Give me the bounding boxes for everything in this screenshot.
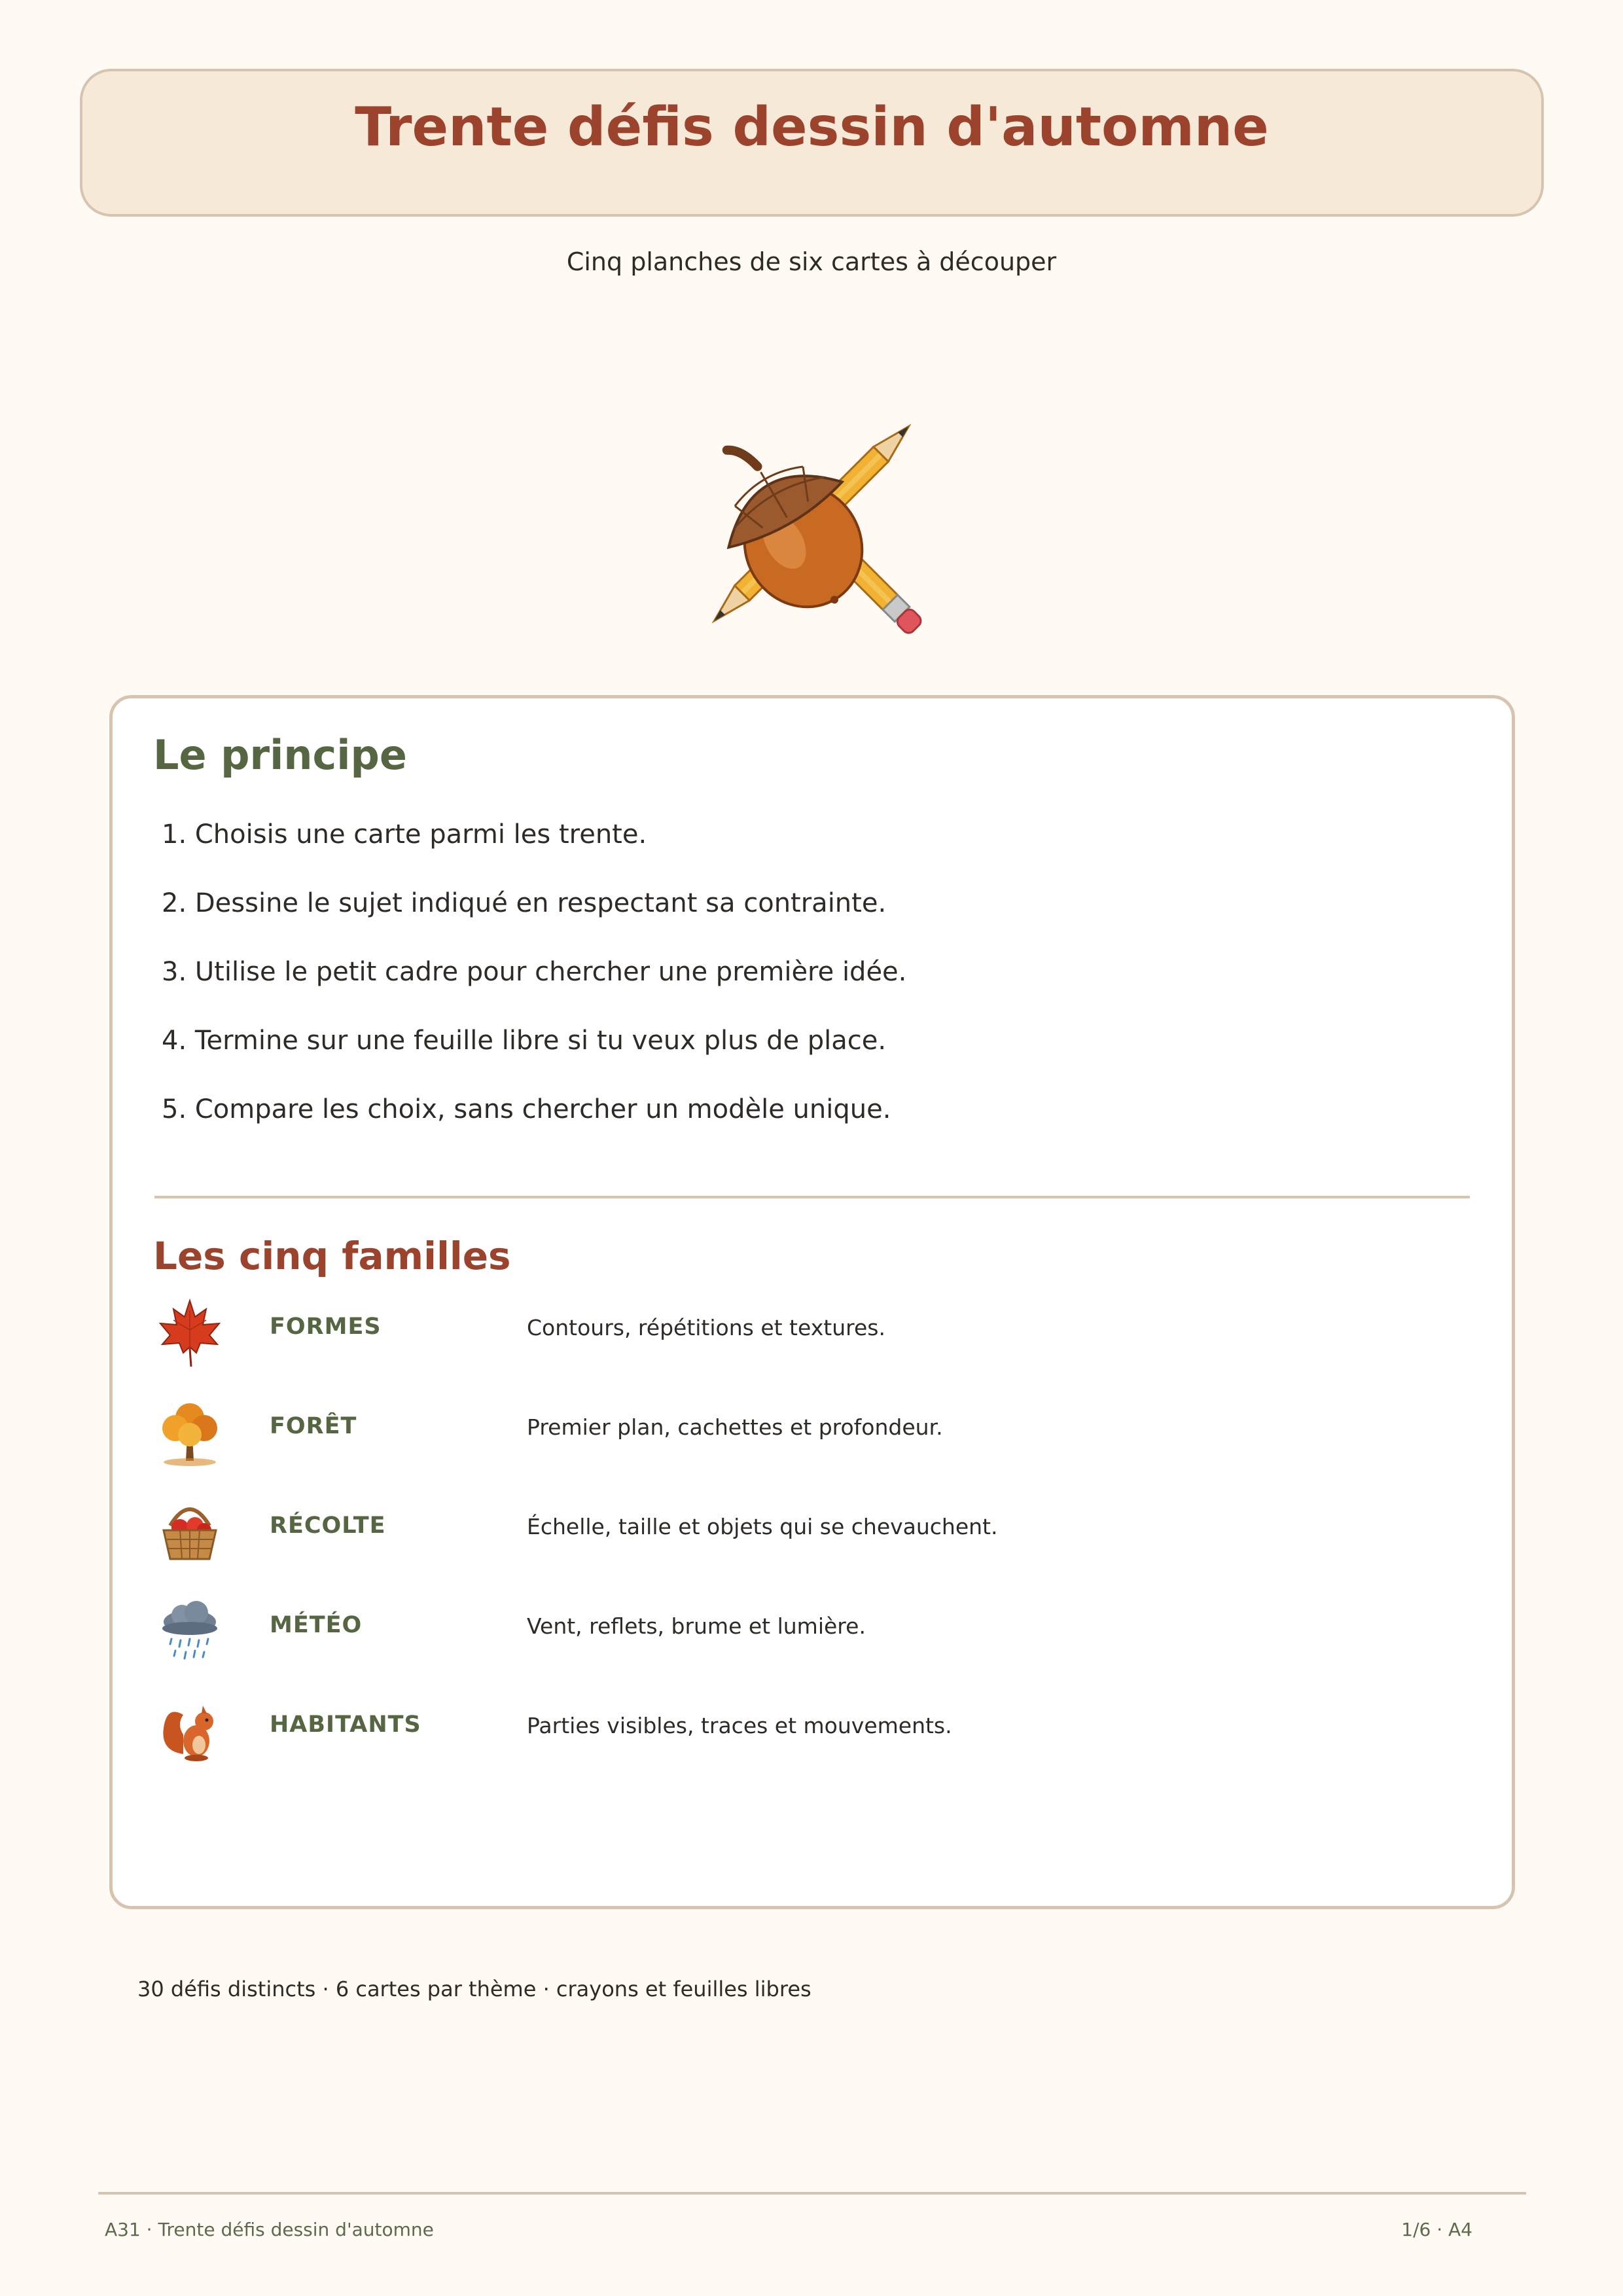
step-item: 2. Dessine le sujet indiqué en respectant sa contrainte.	[162, 888, 887, 918]
autumn-tree-icon	[157, 1397, 223, 1469]
family-description: Parties visibles, traces et mouvements.	[527, 1713, 952, 1738]
footer-page-number: 1/6 · A4	[1401, 2219, 1472, 2240]
family-row-formes	[113, 1297, 1513, 1376]
rain-cloud-icon	[157, 1596, 223, 1668]
family-name: HABITANTS	[270, 1712, 421, 1738]
family-description: Échelle, taille et objets qui se chevauchent.	[527, 1514, 998, 1539]
family-name: FORMES	[270, 1314, 382, 1340]
family-row-habitants	[113, 1695, 1513, 1774]
step-item: 4. Termine sur une feuille libre si tu veux plus de place.	[162, 1026, 887, 1056]
footer-document-label: A31 · Trente défis dessin d'automne	[105, 2219, 434, 2240]
squirrel-icon	[157, 1695, 223, 1767]
page-subtitle: Cinq planches de six cartes à découper	[566, 247, 1057, 276]
footer-divider	[98, 2192, 1526, 2195]
step-item: 3. Utilise le petit cadre pour chercher une première idée.	[162, 957, 907, 987]
principle-title: Le principe	[153, 731, 407, 779]
acorn-pencil-icon	[681, 399, 942, 648]
family-name: RÉCOLTE	[270, 1513, 386, 1539]
family-row-meteo	[113, 1596, 1513, 1674]
family-name: FORÊT	[270, 1413, 357, 1439]
step-item: 5. Compare les choix, sans chercher un modèle unique.	[162, 1094, 891, 1124]
family-description: Vent, reflets, brume et lumière.	[527, 1613, 866, 1639]
family-description: Contours, répétitions et textures.	[527, 1315, 885, 1340]
section-divider	[154, 1196, 1470, 1198]
steps-list	[162, 818, 906, 1162]
step-item: 1. Choisis une carte parmi les trente.	[162, 819, 647, 850]
family-row-foret	[113, 1397, 1513, 1475]
family-name: MÉTÉO	[270, 1612, 363, 1638]
title-banner	[80, 69, 1544, 217]
maple-leaf-icon	[157, 1297, 223, 1369]
family-description: Premier plan, cachettes et profondeur.	[527, 1414, 943, 1440]
families-title: Les cinq familles	[153, 1234, 511, 1278]
family-row-recolte	[113, 1496, 1513, 1575]
page-title: Trente défis dessin d'automne	[355, 96, 1269, 158]
apple-basket-icon	[157, 1496, 223, 1568]
principle-card	[109, 695, 1515, 1909]
stats-line: 30 défis distincts · 6 cartes par thème · crayons et feuilles libres	[137, 1977, 812, 2001]
